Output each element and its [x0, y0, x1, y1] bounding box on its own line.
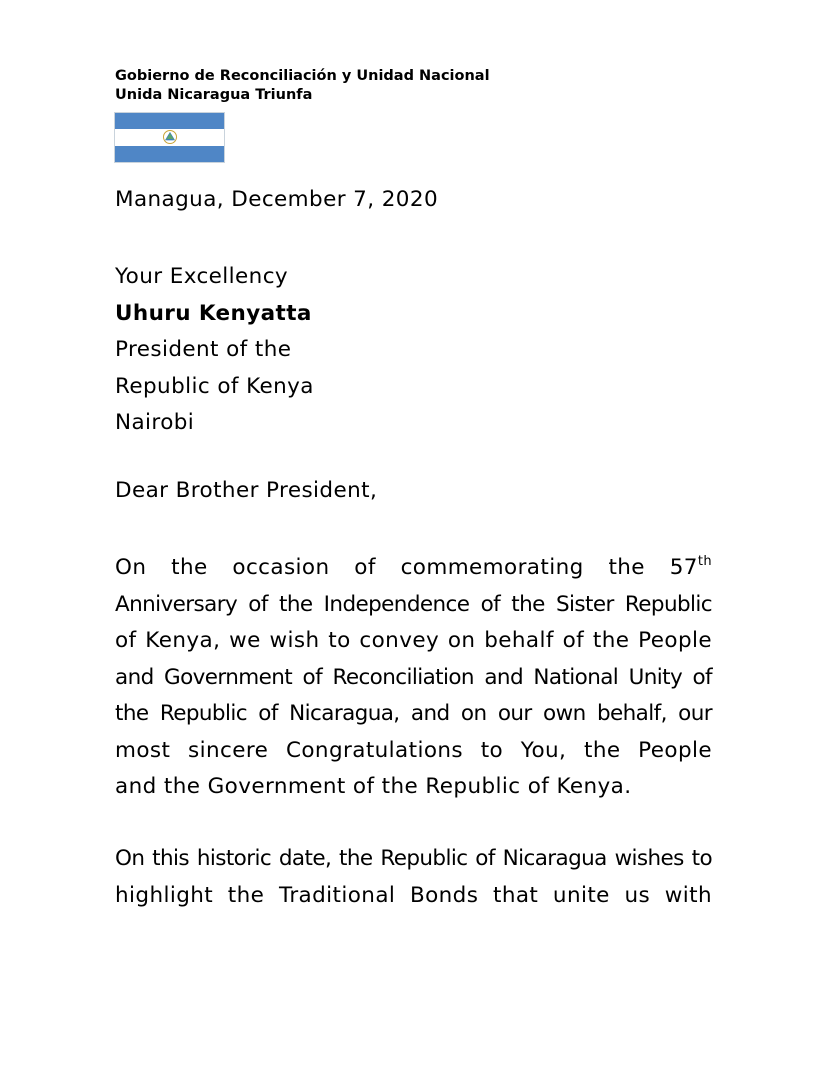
- paragraph1-line3: of Kenya, we wish to convey on behalf of the People: [115, 628, 712, 653]
- coat-of-arms-icon: [162, 129, 178, 145]
- letterhead: [115, 67, 490, 105]
- paragraph-congratulations: [115, 550, 712, 806]
- paragraph-historic-date: [115, 841, 712, 914]
- paragraph2-line2: highlight the Traditional Bonds that unite us with: [115, 882, 712, 908]
- paragraph2-line1: On this historic date, the Republic of Nicaragua wishes to: [115, 846, 712, 871]
- recipient-city: Nairobi: [115, 410, 195, 435]
- nicaragua-flag-icon: [114, 112, 225, 163]
- recipient-greeting: Your Excellency: [115, 264, 289, 289]
- recipient-address: [115, 259, 712, 442]
- paragraph1-line5: the Republic of Nicaragua, and on our own behalf, our: [115, 701, 712, 726]
- paragraph1-line1-text: On the occasion of commemorating the 57: [115, 555, 698, 580]
- letter-date: Managua, December 7, 2020: [115, 187, 439, 212]
- flag-middle-band: [115, 129, 224, 145]
- paragraph1-line4: and Government of Reconciliation and National Unity of: [115, 664, 712, 690]
- recipient-title-line2: Republic of Kenya: [115, 373, 314, 399]
- salutation: Dear Brother President,: [115, 478, 378, 503]
- paragraph1-line2: Anniversary of the Independence of the Sister Republic: [115, 591, 712, 617]
- flag-top-band: [115, 113, 224, 129]
- letterhead-government-name: Gobierno de Reconciliación y Unidad Nacional: [115, 68, 490, 84]
- flag-bottom-band: [115, 146, 224, 162]
- ordinal-suffix: th: [697, 554, 712, 569]
- recipient-title-line1: President of the: [115, 337, 292, 362]
- recipient-name: Uhuru Kenyatta: [115, 300, 312, 326]
- letterhead-slogan: Unida Nicaragua Triunfa: [115, 87, 313, 103]
- paragraph1-line1: [115, 550, 712, 587]
- paragraph1-line6: most sincere Congratulations to You, the People: [115, 737, 712, 763]
- paragraph1-line7: and the Government of the Republic of Kenya.: [115, 774, 632, 799]
